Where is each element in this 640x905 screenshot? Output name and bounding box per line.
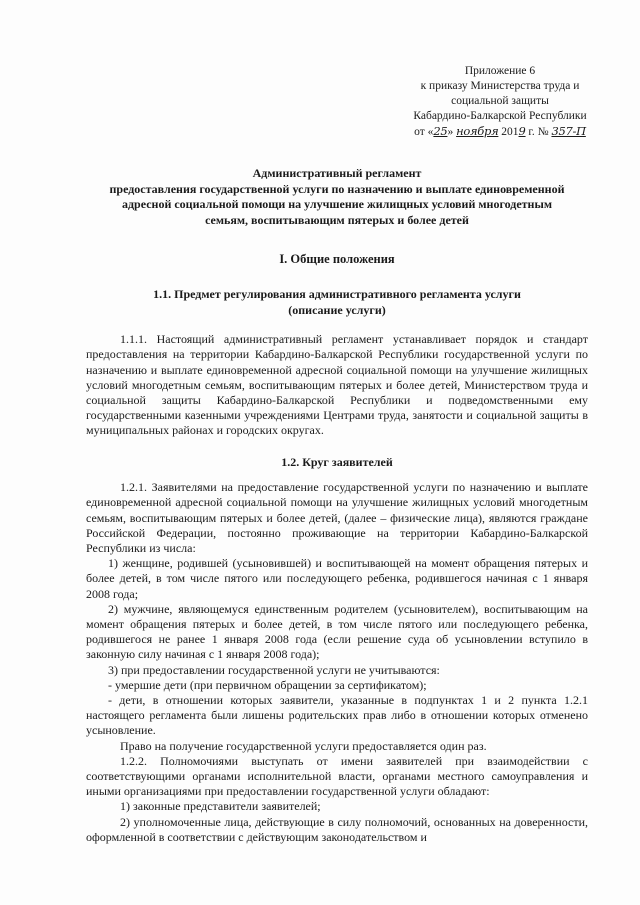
date-mid: » — [447, 126, 457, 138]
appendix-line-2: к приказу Министерства труда и — [420, 80, 580, 92]
paragraph-1-1-1: 1.1.1. Настоящий административный регламент устанавливает порядок и стандарт предоставления на территории Кабардино-Балкарской Республики государственной услуги по назначению и выплате единовременной адресной социальной помощи на улучшение жилищных условий многодетным семьям, воспитывающим пятерых и более детей, Министерством труда и социальной защиты Кабардино-Балкарской Республики и подведомственными ему государственными казенными учреждениями Центрами труда, занятости и социальной защиты в муниципальных районах и городских округах. — [86, 332, 588, 438]
title-line-1: Административный регламент — [252, 166, 422, 180]
list-item-3a: - умершие дети (при первичном обращении за сертификатом); — [108, 677, 427, 692]
date-year-prefix: 201 — [498, 126, 519, 138]
list-item-3b: - дети, в отношении которых заявители, указанные в подпунктах 1 и 2 пункта 1.2.1 настоящего регламента были лишены родительских прав либо в отношении которых отменено усыновление. — [86, 692, 588, 738]
date-day: 25 — [433, 124, 448, 138]
list-item-b1: 1) законные представители заявителей; — [120, 799, 321, 814]
title-line-2: предоставления государственной услуги по назначению и выплате единовременной — [109, 181, 565, 196]
appendix-date-line — [410, 124, 590, 140]
date-year-suffix: г. № — [525, 126, 552, 138]
date-year-digit: 9 — [518, 124, 526, 138]
document-body — [86, 166, 588, 845]
appendix-header — [410, 64, 590, 140]
appendix-line-4: Кабардино-Балкарской Республики — [413, 110, 587, 122]
date-month: ноября — [456, 124, 499, 138]
appendix-line-1: Приложение 6 — [464, 65, 536, 77]
paragraph-right-once: Право на получение государственной услуги предоставляется один раз. — [120, 738, 487, 753]
list-item-3: 3) при предоставлении государственной услуги не учитываются: — [108, 662, 440, 677]
subsection-1-1-line-1: 1.1. Предмет регулирования административного регламента услуги — [153, 287, 521, 302]
subsection-1-2-heading: 1.2. Круг заявителей — [281, 454, 393, 469]
list-item-2: 2) мужчине, являющемуся единственным родителем (усыновителем), воспитывающим на момент обращения пятерых и более детей, в том числе пятого или последующего ребенка, родившегося не ранее 1 января 2008 года (если решение суда об усыновлении вступило в законную силу начиная с 1 января 2008 года); — [86, 601, 588, 662]
date-prefix: от « — [414, 126, 434, 138]
appendix-line-3: социальной защиты — [451, 95, 549, 107]
subsection-1-1-line-2: (описание услуги) — [288, 302, 386, 317]
title-line-4: семьям, воспитывающим пятерых и более детей — [205, 212, 469, 227]
list-item-b2: 2) уполномоченные лица, действующие в силу полномочий, основанных на доверенности, оформленной в соответствии с действующим законодательством и — [86, 814, 588, 844]
title-line-3: адресной социальной помощи на улучшение жилищных условий многодетным — [121, 197, 553, 211]
paragraph-1-2-2: 1.2.2. Полномочиями выступать от имени заявителей при взаимодействии с соответствующими органами исполнительной власти, органами местного самоуправления и иными организациями при предоставлении государственной услуги обладают: — [86, 753, 588, 799]
document-title — [86, 166, 588, 228]
section-1-heading: I. Общие положения — [279, 252, 395, 266]
order-number: 357-П — [551, 124, 586, 138]
list-item-1: 1) женщине, родившей (усыновившей) и воспитывающей на момент обращения пятерых и более детей, в том числе пятого или последующего ребенка, родившегося начиная с 1 января 2008 года; — [86, 556, 588, 601]
paragraph-1-2-1: 1.2.1. Заявителями на предоставление государственной услуги по назначению и выплате единовременной адресной социальной помощи на улучшение жилищных условий многодетным семьям, воспитывающим пятерых и более детей, (далее – физические лица), являются граждане Российской Федерации, постоянно проживающие на территории Кабардино-Балкарской Республики из числа: — [86, 480, 588, 555]
subsection-1-1-heading — [86, 287, 588, 318]
